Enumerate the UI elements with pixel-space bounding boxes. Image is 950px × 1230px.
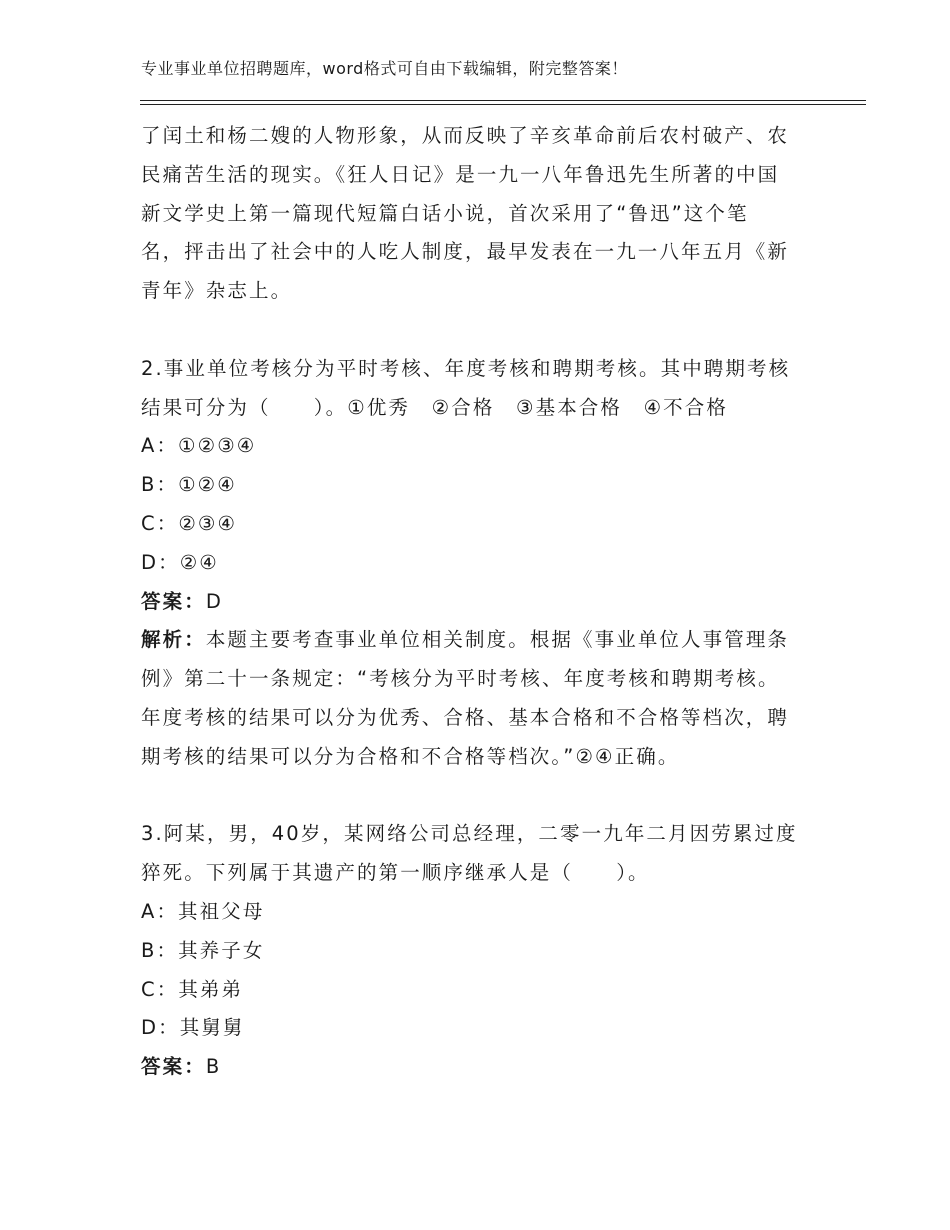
paragraph-gap xyxy=(141,777,801,816)
question-stem-line: 结果可分为（ ）。①优秀 ②合格 ③基本合格 ④不合格 xyxy=(141,395,728,419)
analysis-line xyxy=(141,621,801,660)
answer-label: 答案： xyxy=(141,1055,206,1079)
option-b: B：①②④ xyxy=(141,473,237,497)
analysis-line: 例》第二十一条规定：“考核分为平时考核、年度考核和聘期考核。 xyxy=(141,667,780,691)
answer-line xyxy=(141,1048,801,1087)
question-stem-line: 猝死。下列属于其遗产的第一顺序继承人是（ ）。 xyxy=(141,861,650,885)
answer-value: D xyxy=(205,589,223,613)
answer-value: B xyxy=(205,1055,222,1079)
paragraph-gap xyxy=(141,311,801,350)
question-stem-line: 3.阿某，男，40岁，某网络公司总经理，二零一九年二月因劳累过度 xyxy=(141,822,798,846)
header-rule-top xyxy=(140,100,866,101)
analysis-label: 解析： xyxy=(141,628,206,652)
answer-line xyxy=(141,583,801,622)
intro-line: 名，抨击出了社会中的人吃人制度，最早发表在一九一八年五月《新 xyxy=(141,240,790,264)
intro-line: 青年》杂志上。 xyxy=(141,279,293,303)
analysis-line: 期考核的结果可以分为合格和不合格等档次。”②④正确。 xyxy=(141,744,680,768)
analysis-text: 本题主要考查事业单位相关制度。根据《事业单位人事管理条 xyxy=(205,628,790,652)
option-c: C：其弟弟 xyxy=(141,977,244,1001)
option-d: D：其舅舅 xyxy=(141,1016,245,1040)
option-d: D：②④ xyxy=(141,550,219,574)
option-c: C：②③④ xyxy=(141,511,238,535)
option-a: A：①②③④ xyxy=(141,434,257,458)
header-rule-bottom xyxy=(140,104,866,105)
intro-line: 新文学史上第一篇现代短篇白话小说，首次采用了“鲁迅”这个笔 xyxy=(141,201,749,225)
option-a: A：其祖父母 xyxy=(141,899,265,923)
question-3 xyxy=(141,815,801,1087)
intro-paragraph xyxy=(141,117,801,311)
intro-line: 民痛苦生活的现实。《狂人日记》是一九一八年鲁迅先生所著的中国 xyxy=(141,162,780,186)
option-b: B：其养子女 xyxy=(141,938,265,962)
document-body xyxy=(141,117,801,1087)
intro-line: 了闰土和杨二嫂的人物形象，从而反映了辛亥革命前后农村破产、农 xyxy=(141,124,790,147)
question-stem-line: 2.事业单位考核分为平时考核、年度考核和聘期考核。其中聘期考核 xyxy=(141,356,791,380)
answer-label: 答案： xyxy=(141,589,206,613)
question-2 xyxy=(141,350,801,777)
analysis-line: 年度考核的结果可以分为优秀、合格、基本合格和不合格等档次，聘 xyxy=(141,705,790,729)
page-header: 专业事业单位招聘题库，word格式可自由下载编辑，附完整答案！ xyxy=(141,59,628,78)
